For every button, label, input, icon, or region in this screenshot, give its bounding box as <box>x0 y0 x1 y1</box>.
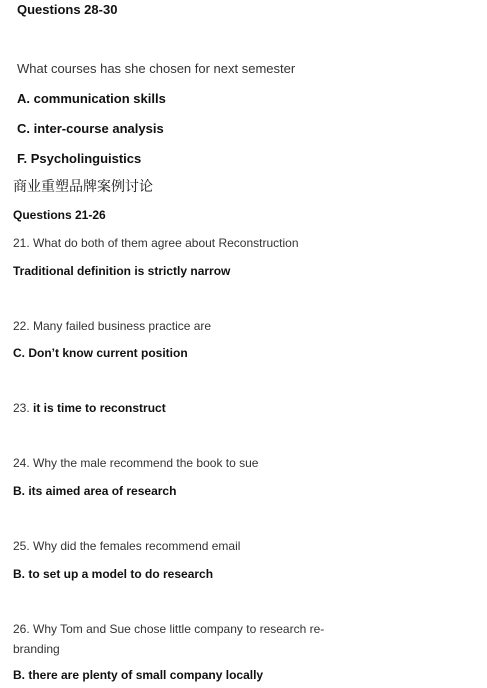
question-23-number: 23. <box>13 401 34 415</box>
question-28-30-text: What courses has she chosen for next semester <box>17 61 296 76</box>
question-21: 21. What do both of them agree about Reconstruction <box>13 236 299 250</box>
option-a: A. communication skills <box>17 91 166 106</box>
question-26-line2: branding <box>13 642 60 656</box>
answer-25: B. to set up a model to do research <box>13 567 214 581</box>
answer-21: Traditional definition is strictly narrow <box>13 264 231 278</box>
heading-questions-21-26: Questions 21-26 <box>13 208 106 222</box>
answer-24: B. its aimed area of research <box>13 484 177 498</box>
option-c: C. inter-course analysis <box>17 121 164 136</box>
question-24: 24. Why the male recommend the book to sue <box>13 456 259 470</box>
question-23 <box>13 401 166 415</box>
answer-26: B. there are plenty of small company locally <box>13 668 264 682</box>
chinese-title: 商业重塑品牌案例讨论 <box>13 179 153 195</box>
question-22: 22. Many failed business practice are <box>13 319 212 333</box>
heading-questions-28-30: Questions 28-30 <box>17 2 118 17</box>
answer-22: C. Don’t know current position <box>13 346 188 360</box>
question-23-answer: it is time to reconstruct <box>33 401 166 415</box>
option-f: F. Psycholinguistics <box>17 151 142 166</box>
question-25: 25. Why did the females recommend email <box>13 539 241 553</box>
question-26-line1: 26. Why Tom and Sue chose little company to research re- <box>13 622 325 636</box>
